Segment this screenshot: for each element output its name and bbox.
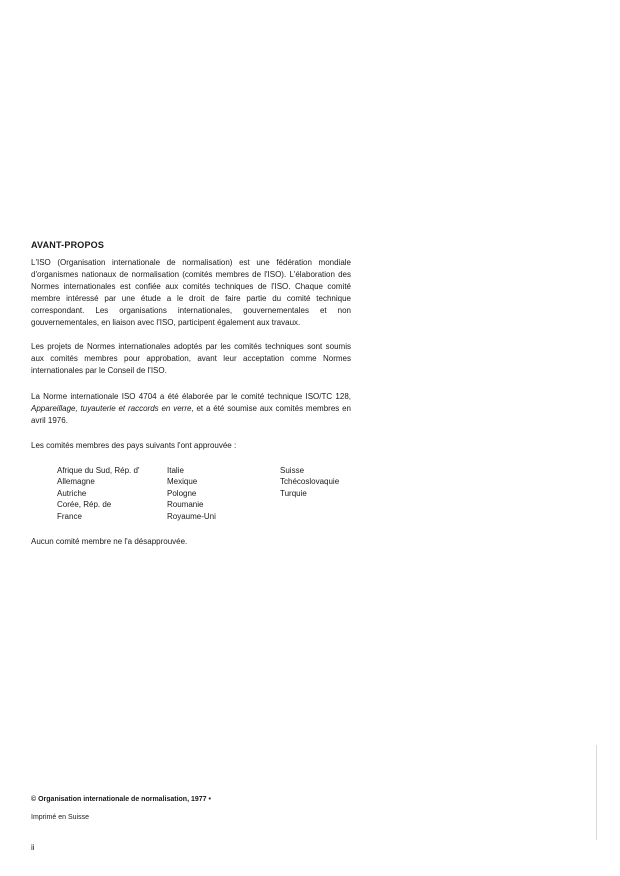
country-item: Tchécoslovaquie bbox=[280, 477, 340, 487]
country-column-3 bbox=[280, 465, 380, 522]
country-item: Mexique bbox=[167, 477, 198, 487]
country-item: Allemagne bbox=[57, 477, 95, 487]
paragraph-draft-standards: Les projets de Normes internationales adoptés par les comités techniques sont soumis aux comités membres pour approbation, avant leur acceptation comme Normes internationales par le Conseil de l'ISO. bbox=[31, 342, 351, 375]
paragraph-approval-intro: Les comités membres des pays suivants l'ont approuvée : bbox=[31, 441, 237, 450]
country-item: Turquie bbox=[280, 488, 307, 498]
paragraph-iso-description: L'ISO (Organisation internationale de normalisation) est une fédération mondiale d'organismes nationaux de normalisation (comités membres de l'ISO). L'élaboration des Normes internationales est confiée aux comités techniques de l'ISO. Chaque comité membre intéressé par une étude a le droit de faire partie du comité technique correspondant. Les organisations internationales, gouvernementales et non gouvernementales, en liaison avec l'ISO, participent également aux travaux. bbox=[31, 258, 351, 327]
country-column-1 bbox=[57, 465, 167, 522]
country-item: Afrique du Sud, Rép. d' bbox=[57, 466, 140, 475]
country-item: Autriche bbox=[57, 488, 87, 498]
country-item: Royaume-Uni bbox=[167, 511, 216, 521]
printed-in: Imprimé en Suisse bbox=[31, 814, 89, 821]
paragraph-no-disapproval: Aucun comité membre ne l'a désapprouvée. bbox=[31, 537, 188, 546]
country-item: Pologne bbox=[167, 488, 197, 498]
country-column-2 bbox=[167, 465, 280, 522]
country-item: Corée, Rép. de bbox=[57, 500, 112, 510]
paragraph-iso-4704 bbox=[31, 391, 351, 427]
paragraph-iso-4704-start: La Norme internationale ISO 4704 a été élaborée par le comité technique ISO/TC 128, bbox=[31, 392, 351, 401]
country-item: Roumanie bbox=[167, 500, 204, 510]
scan-edge-line bbox=[596, 745, 597, 840]
country-item: Italie bbox=[167, 466, 184, 475]
country-item: Suisse bbox=[280, 466, 305, 475]
paragraph-iso-4704-end: , et a été soumise aux comités membres en avril 1976. bbox=[31, 404, 351, 425]
country-item: France bbox=[57, 511, 82, 521]
section-heading: AVANT-PROPOS bbox=[31, 240, 105, 250]
copyright-notice: © Organisation internationale de normalisation, 1977 • bbox=[31, 796, 211, 803]
committee-title: Appareillage, tuyauterie et raccords en verre bbox=[31, 404, 192, 413]
page-number: ii bbox=[31, 843, 35, 852]
country-list bbox=[57, 465, 380, 522]
